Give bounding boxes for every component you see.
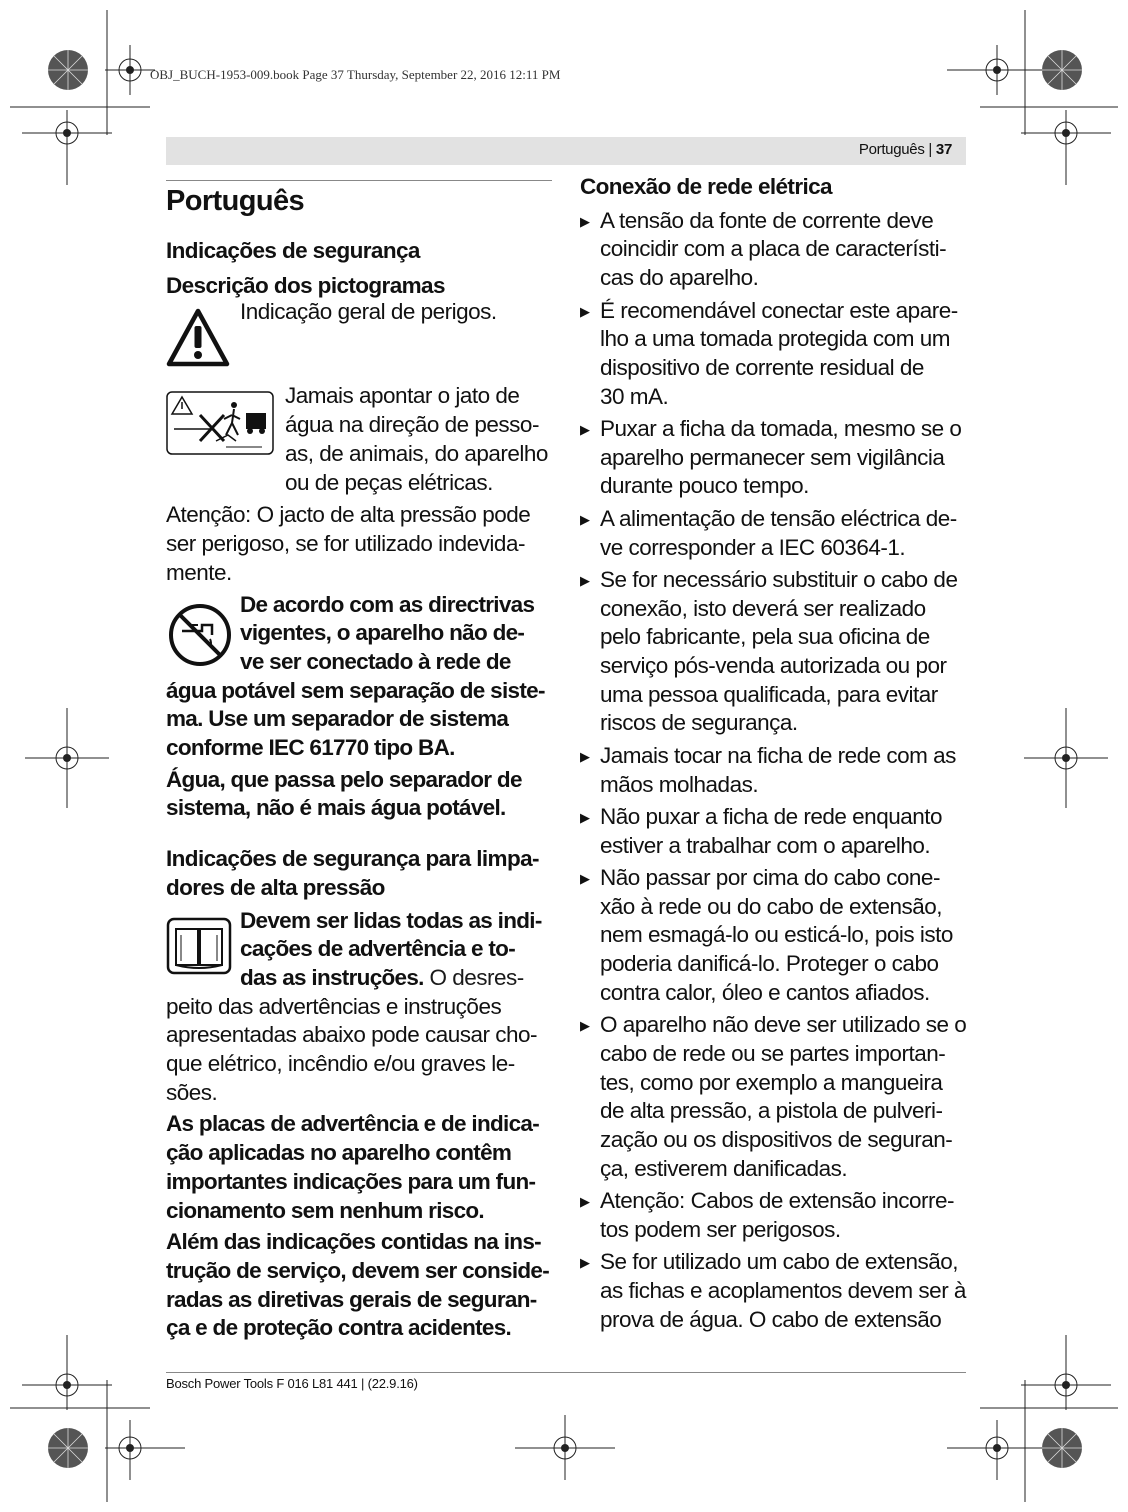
general-directives-paragraph: Além das indicações contidas na ins- trução de serviço, devem ser conside- radas as diretivas gerais de seguran- ça e de proteção contra acidentes. — [166, 1229, 550, 1341]
page-header-label: Português | 37 — [858, 141, 952, 158]
electrical-bullet-list — [580, 207, 970, 1335]
picto2-text: Jamais apontar o jato de água na direção de pesso- as, de animais, do aparelho ou de peças elétricas. — [285, 383, 548, 495]
print-slug: OBJ_BUCH-1953-009.book Page 37 Thursday, September 22, 2016 12:11 PM — [150, 67, 561, 82]
section-title: Português — [166, 185, 304, 217]
page-number: 37 — [935, 141, 952, 158]
column-rule — [166, 180, 552, 181]
safety-heading: Indicações de segurança — [166, 238, 420, 263]
bullet-item: ▶ É recomendável conectar este apare- lho a uma tomada protegida com um dispositivo de corrente residual de 30 mA. — [580, 297, 970, 412]
no-drinking-water-icon — [166, 601, 234, 669]
bullet-item: ▶ Não passar por cima do cabo cone- xão à rede ou do cabo de extensão, nem esmagá-lo ou esticá-lo, pois isto poderia danificá-lo. Proteger o cabo contra calor, óleo e cantos afiados. — [580, 864, 970, 1008]
bullet-item: ▶ O aparelho não deve ser utilizado se o cabo de rede ou se partes importan- tes, como por exemplo a mangueira de alta pressão, a pistola de pulveri- zação ou os dispositivos de seguran- ça, estiverem danificadas. — [580, 1011, 970, 1183]
electrical-connection-heading: Conexão de rede elétrica — [580, 174, 832, 199]
water-jet-warning-icon — [166, 391, 274, 455]
footer-rule — [166, 1372, 966, 1373]
bullet-item: ▶ Se for utilizado um cabo de extensão, as fichas e acoplamentos devem ser à prova de água. O cabo de extensão — [580, 1248, 970, 1334]
warning-triangle-icon — [166, 308, 230, 368]
warning-plates-paragraph: As placas de advertência e de indica- ção aplicadas no aparelho contêm importantes indicações para um fun- cionamento sem nenhum risco. — [166, 1111, 540, 1223]
bullet-item: ▶ Não puxar a ficha de rede enquanto estiver a trabalhar com o aparelho. — [580, 803, 970, 860]
pictograms-heading: Descrição dos pictogramas — [166, 272, 445, 298]
bullet-item: ▶ A alimentação de tensão eléctrica de- ve corresponder a IEC 60364-1. — [580, 505, 970, 562]
water-note: Água, que passa pelo separador de sistema, não é mais água potável. — [166, 766, 522, 821]
page-header-bar — [166, 137, 966, 165]
attention-paragraph: Atenção: O jacto de alta pressão pode ser perigoso, se for utilizado indevida- mente. — [166, 502, 531, 585]
bullet-item: ▶ A tensão da fonte de corrente deve coincidir com a placa de característi- cas do aparelho. — [580, 207, 970, 293]
left-column — [166, 184, 554, 1343]
picto1-text: Indicação geral de perigos. — [240, 299, 497, 325]
bullet-item: ▶ Se for necessário substituir o cabo de conexão, isto deverá ser realizado pelo fabricante, pela sua oficina de serviço pós-venda autorizada ou por uma pessoa qualificada, para evitar riscos de segurança. — [580, 566, 970, 738]
bullet-item: ▶ Jamais tocar na ficha de rede com as mãos molhadas. — [580, 742, 970, 799]
manual-book-icon — [166, 917, 232, 975]
page-footer: Bosch Power Tools F 016 L81 441 | (22.9.16) — [166, 1376, 418, 1391]
picto-water-jet — [166, 381, 554, 496]
hp-cleaner-heading: Indicações de segurança para limpa- dores de alta pressão — [166, 846, 539, 900]
picto-general-danger — [166, 300, 554, 364]
bullet-item: ▶ Puxar a ficha da tomada, mesmo se o aparelho permanecer sem vigilância durante pouco tempo. — [580, 415, 970, 501]
right-column — [580, 173, 970, 1338]
bullet-item: ▶ Atenção: Cabos de extensão incorre- tos podem ser perigosos. — [580, 1187, 970, 1244]
read-instructions-paragraph: Devem ser lidas todas as indi- cações de advertência e to- das as instruções. O desres- peito das advertências e instruções apresentadas abaixo pode causar cho- que elétrico, incêndio e/ou graves le- sões. — [166, 907, 542, 1105]
drinking-water-warning: De acordo com as directrivas vigentes, o aparelho não de- ve ser conectado à rede de água potável sem separação de siste- ma. Use um separador de sistema conforme IEC 61770 tipo BA. — [166, 591, 545, 761]
